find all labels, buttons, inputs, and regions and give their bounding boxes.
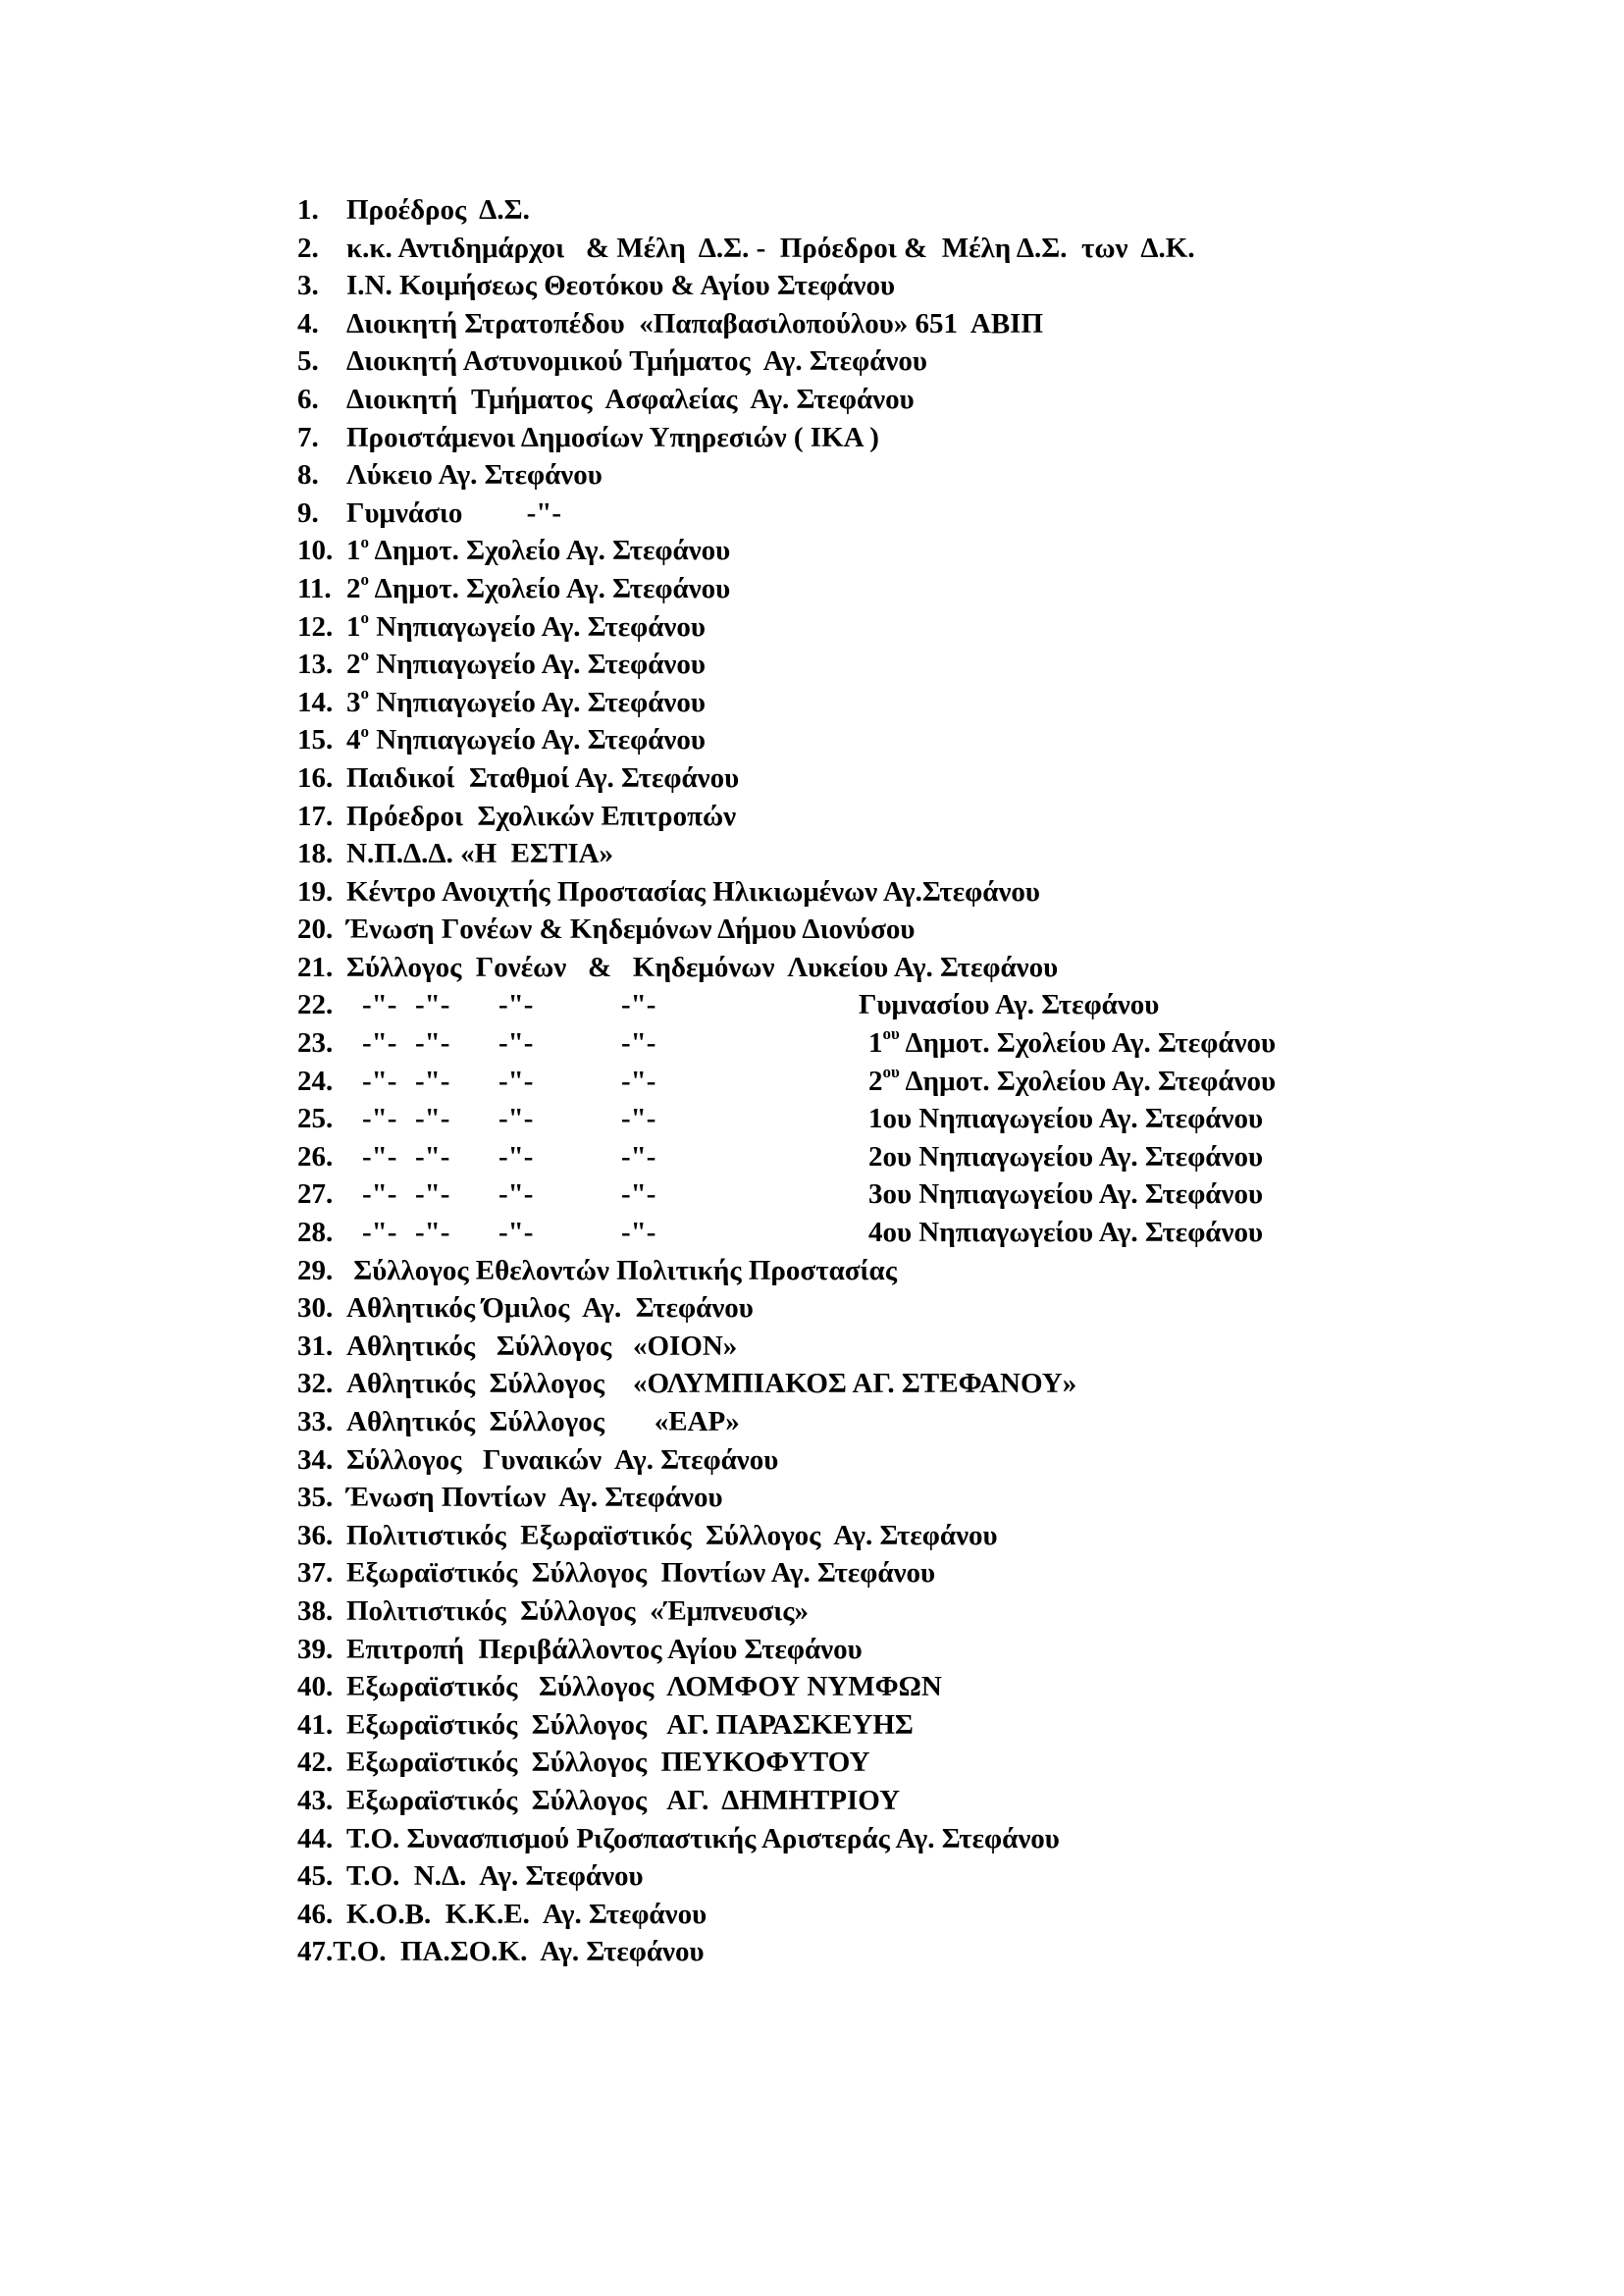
ditto-mark: -"- xyxy=(415,1027,450,1060)
list-item xyxy=(297,1517,1573,1555)
list-item xyxy=(297,911,1573,949)
list-item xyxy=(297,1214,1573,1252)
item-number: 24. xyxy=(297,1065,334,1097)
item-label: Πολιτιστικός Εξωραϊστικός Σύλλογος Αγ. Στεφάνου xyxy=(346,1519,998,1551)
list-item xyxy=(297,456,1573,495)
item-number: 4. xyxy=(297,307,319,339)
list-item xyxy=(297,1668,1573,1706)
item-number: 14. xyxy=(297,686,334,718)
item-label: Ν.Π.Δ.Δ. «Η ΕΣΤΙΑ» xyxy=(346,838,614,870)
item-number: 43. xyxy=(297,1784,334,1816)
item-text xyxy=(868,1063,1276,1101)
item-label: Νηπιαγωγείο Αγ. Στεφάνου xyxy=(369,724,706,757)
item-number: 37. xyxy=(297,1557,334,1590)
ordinal-suffix: ο xyxy=(360,607,369,627)
item-number: 17. xyxy=(297,800,334,832)
item-text xyxy=(859,986,1159,1024)
ditto-mark: -"- xyxy=(362,1103,397,1135)
ordinal-number: 1 xyxy=(868,1027,883,1060)
item-text xyxy=(868,1100,1263,1138)
item-label: Αθλητικός Σύλλογος «ΕΑΡ» xyxy=(346,1406,740,1437)
item-label: Προέδρος Δ.Σ. xyxy=(346,194,530,226)
list-item xyxy=(297,1024,1573,1063)
ditto-mark: -"- xyxy=(498,1217,534,1249)
ordinal-number: 2 xyxy=(346,649,361,681)
item-label: Αθλητικός Όμιλος Αγ. Στεφάνου xyxy=(346,1292,754,1325)
ditto-mark: -"- xyxy=(621,1178,656,1211)
ditto-mark: -"- xyxy=(415,989,450,1021)
item-label: Ένωση Γονέων & Κηδεμόνων Δήμου Διονύσου xyxy=(346,913,916,946)
item-number: 16. xyxy=(297,761,334,794)
ordinal-number: 3 xyxy=(346,686,361,718)
item-number: 27. xyxy=(297,1178,334,1211)
ordinal-number: 4 xyxy=(346,724,361,757)
item-number: 3. xyxy=(297,270,319,302)
item-number: 31. xyxy=(297,1330,334,1362)
list-item xyxy=(297,1289,1573,1328)
item-label: Εξωραϊστικός Σύλλογος ΠΕΥΚΟΦΥΤΟΥ xyxy=(346,1747,870,1779)
list-item xyxy=(297,1857,1573,1896)
list-item xyxy=(297,1479,1573,1517)
ordinal-number: 1 xyxy=(346,610,361,643)
list-item xyxy=(297,721,1573,759)
ditto-mark: -"- xyxy=(498,989,534,1021)
list-item xyxy=(297,1820,1573,1858)
list-item xyxy=(297,1365,1573,1403)
list-item xyxy=(297,1782,1573,1820)
ditto-mark: -"- xyxy=(498,1178,534,1211)
ditto-mark: -"- xyxy=(415,1217,450,1249)
ditto-mark: -"- xyxy=(621,1103,656,1135)
item-number: 15. xyxy=(297,724,334,757)
list-item xyxy=(297,1554,1573,1592)
ordinal-suffix: ο xyxy=(360,721,369,741)
item-number: 26. xyxy=(297,1140,334,1173)
list-item xyxy=(297,1328,1573,1366)
item-label: Τ.Ο. Συνασπισμού Ριζοσπαστικής Αριστεράς Αγ. Στεφάνου xyxy=(346,1822,1060,1854)
list-item xyxy=(297,1744,1573,1782)
list-item xyxy=(297,684,1573,722)
item-label: 4ου Νηπιαγωγείου Αγ. Στεφάνου xyxy=(868,1217,1263,1249)
ditto-mark: -"- xyxy=(362,989,397,1021)
ordinal-suffix: ο xyxy=(360,684,369,704)
ditto-mark: -"- xyxy=(362,1027,397,1060)
item-text xyxy=(868,1024,1276,1063)
ordinal-suffix: ο xyxy=(360,532,369,551)
item-number: 35. xyxy=(297,1482,334,1514)
item-text xyxy=(868,1175,1263,1214)
item-number: 47.Τ.Ο. xyxy=(297,1936,387,1968)
list-item xyxy=(297,1063,1573,1101)
ditto-mark: -"- xyxy=(415,1178,450,1211)
item-number: 21. xyxy=(297,951,334,983)
item-label: Διοικητή Τμήματος Ασφαλείας Αγ. Στεφάνου xyxy=(346,383,915,415)
item-label: Διοικητή Αστυνομικού Τμήματος Αγ. Στεφάνου xyxy=(346,345,927,378)
item-label: Δημοτ. Σχολείου Αγ. Στεφάνου xyxy=(899,1027,1277,1060)
item-number: 34. xyxy=(297,1443,334,1476)
item-label: 1ου Νηπιαγωγείου Αγ. Στεφάνου xyxy=(868,1103,1263,1135)
ditto-mark: -"- xyxy=(362,1065,397,1097)
ditto-mark: -"- xyxy=(621,1140,656,1173)
ordinal-suffix: ο xyxy=(360,570,369,590)
item-label: Νηπιαγωγείο Αγ. Στεφάνου xyxy=(369,686,706,718)
list-item xyxy=(297,759,1573,798)
item-number: 29. xyxy=(297,1254,334,1286)
recipient-list xyxy=(297,191,1573,1971)
item-label: Λύκειο Αγ. Στεφάνου xyxy=(346,459,602,492)
list-item xyxy=(297,267,1573,305)
list-item xyxy=(297,949,1573,987)
item-label: 3ου Νηπιαγωγείου Αγ. Στεφάνου xyxy=(868,1178,1263,1211)
item-label: Ένωση Ποντίων Αγ. Στεφάνου xyxy=(346,1482,723,1514)
list-item xyxy=(297,495,1573,533)
item-number: 32. xyxy=(297,1368,334,1400)
ordinal-number: 2 xyxy=(868,1065,883,1097)
list-item xyxy=(297,191,1573,230)
ordinal-number: 2 xyxy=(346,572,361,604)
item-text xyxy=(868,1214,1263,1252)
item-label: 2ου Νηπιαγωγείου Αγ. Στεφάνου xyxy=(868,1140,1263,1173)
item-number: 5. xyxy=(297,345,319,378)
item-label: Κ.Ο.Β. Κ.Κ.Ε. Αγ. Στεφάνου xyxy=(346,1898,707,1930)
list-item xyxy=(297,230,1573,268)
list-item xyxy=(297,570,1573,608)
item-label: Γυμνάσιο -"- xyxy=(346,496,562,529)
item-number: 19. xyxy=(297,875,334,908)
ditto-mark: -"- xyxy=(362,1178,397,1211)
item-label: Εξωραϊστικός Σύλλογος Ποντίων Αγ. Στεφάνου xyxy=(346,1557,936,1590)
item-number: 38. xyxy=(297,1594,334,1627)
ditto-mark: -"- xyxy=(498,1065,534,1097)
item-number: 8. xyxy=(297,459,319,492)
item-number: 1. xyxy=(297,194,319,226)
item-number: 44. xyxy=(297,1822,334,1854)
item-number: 10. xyxy=(297,535,334,567)
ordinal-suffix: ου xyxy=(882,1024,900,1044)
item-label: Δημοτ. Σχολείου Αγ. Στεφάνου xyxy=(899,1065,1277,1097)
list-item xyxy=(297,1100,1573,1138)
ditto-mark: -"- xyxy=(621,1065,656,1097)
list-item xyxy=(297,873,1573,912)
item-number: 42. xyxy=(297,1747,334,1779)
ditto-mark: -"- xyxy=(621,989,656,1021)
item-label: Νηπιαγωγείο Αγ. Στεφάνου xyxy=(369,649,706,681)
ditto-mark: -"- xyxy=(362,1217,397,1249)
ditto-mark: -"- xyxy=(415,1065,450,1097)
item-number: 6. xyxy=(297,383,319,415)
ordinal-number: 1 xyxy=(346,535,361,567)
item-label: Σύλλογος Εθελοντών Πολιτικής Προστασίας xyxy=(346,1254,897,1286)
item-number: 40. xyxy=(297,1671,334,1703)
item-label: ΠΑ.ΣΟ.Κ. Αγ. Στεφάνου xyxy=(386,1936,705,1968)
list-item xyxy=(297,1175,1573,1214)
ditto-mark: -"- xyxy=(415,1103,450,1135)
item-number: 12. xyxy=(297,610,334,643)
list-item xyxy=(297,1592,1573,1631)
item-label: Τ.Ο. Ν.Δ. Αγ. Στεφάνου xyxy=(346,1860,644,1893)
list-item xyxy=(297,342,1573,381)
list-item xyxy=(297,1403,1573,1441)
item-number: 11. xyxy=(297,572,332,604)
ditto-mark: -"- xyxy=(621,1217,656,1249)
item-number: 7. xyxy=(297,421,319,453)
list-item xyxy=(297,835,1573,873)
ditto-mark: -"- xyxy=(362,1140,397,1173)
item-label: Νηπιαγωγείο Αγ. Στεφάνου xyxy=(369,610,706,643)
item-number: 25. xyxy=(297,1103,334,1135)
item-label: Δημοτ. Σχολείο Αγ. Στεφάνου xyxy=(369,535,731,567)
item-number: 33. xyxy=(297,1406,334,1437)
list-item xyxy=(297,419,1573,457)
item-label: Προιστάμενοι Δημοσίων Υπηρεσιών ( ΙΚΑ ) xyxy=(346,421,879,453)
list-item xyxy=(297,798,1573,836)
item-label: Διοικητή Στρατοπέδου «Παπαβασιλοπούλου» 651 ΑΒΙΠ xyxy=(346,307,1044,339)
ditto-mark: -"- xyxy=(498,1027,534,1060)
list-item xyxy=(297,532,1573,570)
item-number: 46. xyxy=(297,1898,334,1930)
list-item xyxy=(297,608,1573,647)
item-label: Σύλλογος Γονέων & Κηδεμόνων Λυκείου Αγ. Στεφάνου xyxy=(346,951,1059,983)
item-number: 41. xyxy=(297,1708,334,1741)
item-label: Επιτροπή Περιβάλλοντος Αγίου Στεφάνου xyxy=(346,1633,863,1665)
item-number: 2. xyxy=(297,232,319,264)
list-item xyxy=(297,1441,1573,1480)
ordinal-suffix: ου xyxy=(882,1063,900,1081)
item-number: 18. xyxy=(297,838,334,870)
ditto-mark: -"- xyxy=(498,1103,534,1135)
item-number: 23. xyxy=(297,1027,334,1060)
item-label: Πρόεδροι Σχολικών Επιτροπών xyxy=(346,800,737,832)
item-label: Κέντρο Ανοιχτής Προστασίας Ηλικιωμένων Αγ.Στεφάνου xyxy=(346,875,1040,908)
list-item xyxy=(297,1252,1573,1290)
list-item xyxy=(297,1706,1573,1745)
item-number: 22. xyxy=(297,989,334,1021)
item-number: 20. xyxy=(297,913,334,946)
item-label: Αθλητικός Σύλλογος «ΟΙΟΝ» xyxy=(346,1330,738,1362)
item-label: Εξωραϊστικός Σύλλογος ΛΟΜΦΟΥ ΝΥΜΦΩΝ xyxy=(346,1671,942,1703)
item-label: Αθλητικός Σύλλογος «ΟΛΥΜΠΙΑΚΟΣ ΑΓ. ΣΤΕΦΑΝΟΥ» xyxy=(346,1368,1077,1400)
item-label: Σύλλογος Γυναικών Αγ. Στεφάνου xyxy=(346,1443,779,1476)
item-label: Εξωραϊστικός Σύλλογος ΑΓ. ΠΑΡΑΣΚΕΥΗΣ xyxy=(346,1708,914,1741)
item-label: Παιδικοί Σταθμοί Αγ. Στεφάνου xyxy=(346,761,740,794)
item-label: Γυμνασίου Αγ. Στεφάνου xyxy=(859,989,1160,1021)
list-item xyxy=(297,381,1573,419)
list-item xyxy=(297,1933,1573,1971)
list-item xyxy=(297,646,1573,684)
item-number: 30. xyxy=(297,1292,334,1325)
item-number: 36. xyxy=(297,1519,334,1551)
ditto-mark: -"- xyxy=(415,1140,450,1173)
ditto-mark: -"- xyxy=(498,1140,534,1173)
item-number: 39. xyxy=(297,1633,334,1665)
item-label: Ι.Ν. Κοιμήσεως Θεοτόκου & Αγίου Στεφάνου xyxy=(346,270,896,302)
item-label: Δημοτ. Σχολείο Αγ. Στεφάνου xyxy=(369,572,731,604)
list-item xyxy=(297,305,1573,343)
item-number: 9. xyxy=(297,496,319,529)
item-label: Πολιτιστικός Σύλλογος «Έμπνευσις» xyxy=(346,1594,809,1627)
list-item xyxy=(297,1896,1573,1934)
ditto-mark: -"- xyxy=(621,1027,656,1060)
item-text xyxy=(868,1138,1263,1176)
item-number: 13. xyxy=(297,649,334,681)
ordinal-suffix: ο xyxy=(360,646,369,665)
item-number: 28. xyxy=(297,1217,334,1249)
list-item xyxy=(297,986,1573,1024)
item-number: 45. xyxy=(297,1860,334,1893)
item-label: Εξωραϊστικός Σύλλογος ΑΓ. ΔΗΜΗΤΡΙΟΥ xyxy=(346,1784,901,1816)
list-item xyxy=(297,1631,1573,1669)
item-label: κ.κ. Αντιδημάρχοι & Μέλη Δ.Σ. - Πρόεδροι & Μέλη Δ.Σ. των Δ.Κ. xyxy=(346,232,1195,264)
list-item xyxy=(297,1138,1573,1176)
